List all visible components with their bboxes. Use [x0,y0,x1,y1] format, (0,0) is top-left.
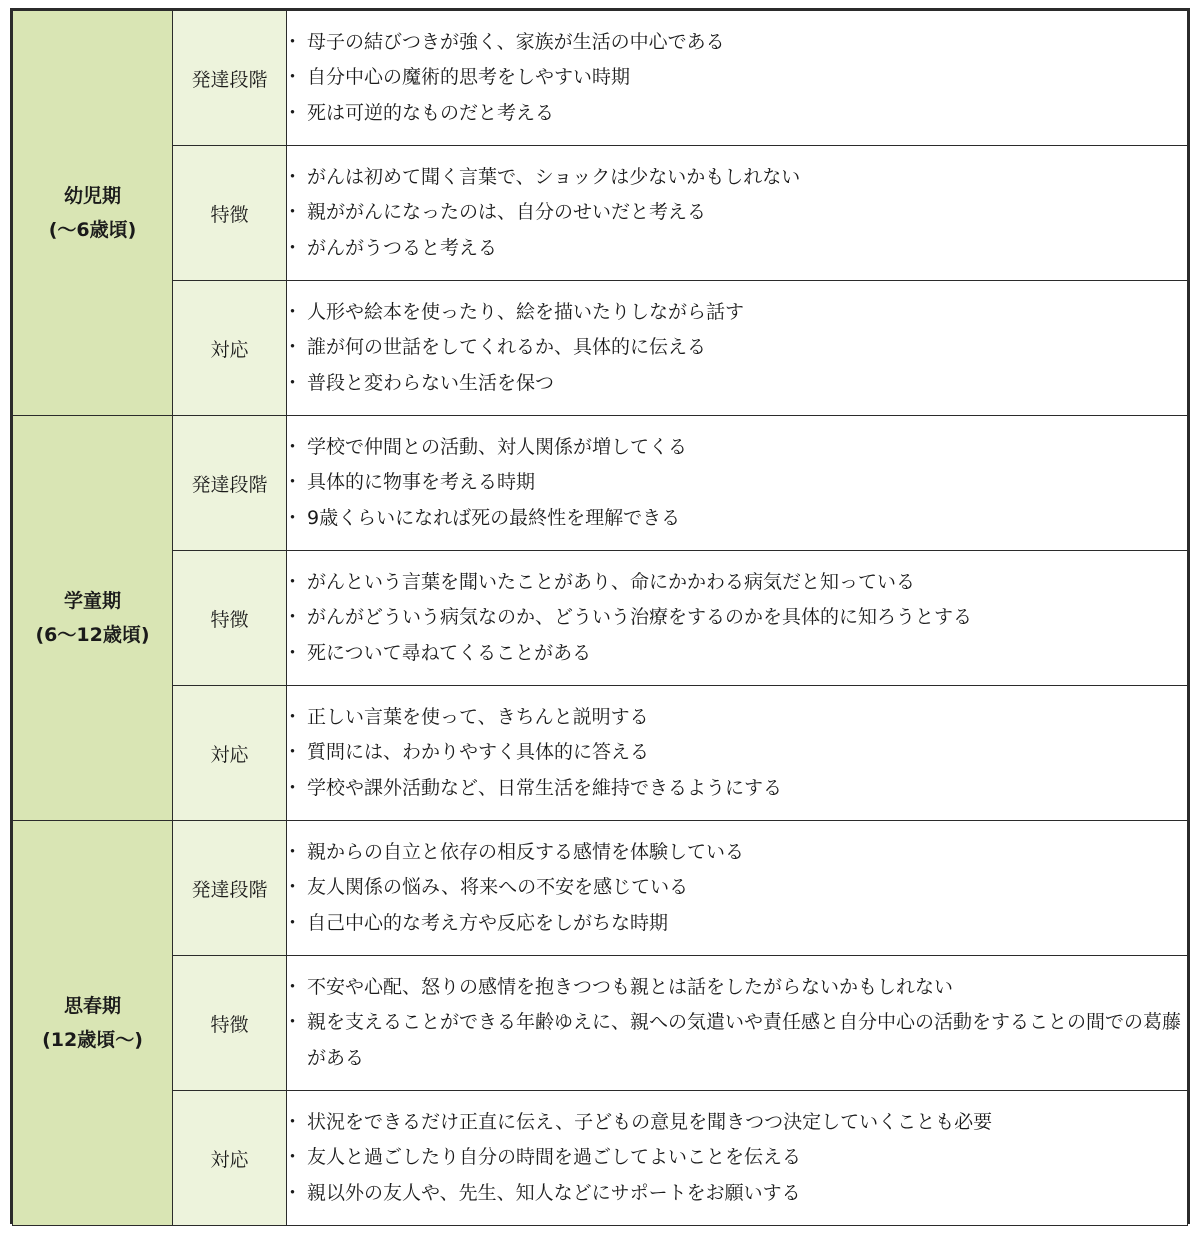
stage-name: 幼児期 [63,185,121,207]
description-cell [287,281,1188,416]
table-body [13,11,1188,1226]
list-item: ・ がんがどういう病気なのか、どういう治療をするのかを具体的に知ろうとする [287,600,1187,636]
aspect-cell: 発達段階 [173,416,287,551]
stage-name: 学童期 [63,590,121,612]
list-item: ・ 状況をできるだけ正直に伝え、子どもの意見を聞きつつ決定していくことも必要 [287,1105,1187,1141]
point-list [287,835,1187,942]
list-item: ・ 親を支えることができる年齢ゆえに、親への気遣いや責任感と自分中心の活動をすることの間での葛藤がある [287,1005,1187,1076]
point-list [287,25,1187,132]
child-guidance-table [10,8,1190,1224]
aspect-cell: 発達段階 [173,11,287,146]
list-item: ・ 自分中心の魔術的思考をしやすい時期 [287,60,1187,96]
stage-age-range: (6〜12歳頃) [35,624,150,646]
table-row [13,1091,1188,1226]
stage-name: 思春期 [63,995,121,1017]
table-row [13,686,1188,821]
description-cell [287,551,1188,686]
aspect-cell: 特徴 [173,146,287,281]
stage-table [12,10,1188,1226]
table-row [13,416,1188,551]
table-row [13,956,1188,1091]
list-item: ・ 具体的に物事を考える時期 [287,465,1187,501]
point-list [287,295,1187,402]
aspect-cell: 対応 [173,281,287,416]
list-item: ・ 学校や課外活動など、日常生活を維持できるようにする [287,771,1187,807]
aspect-cell: 対応 [173,1091,287,1226]
stage-cell-school-age [13,416,173,821]
stage-age-range: (12歳頃〜) [42,1029,143,1051]
stage-cell-infant [13,11,173,416]
point-list [287,1105,1187,1212]
description-cell [287,956,1188,1091]
table-row [13,281,1188,416]
aspect-cell: 発達段階 [173,821,287,956]
point-list [287,700,1187,807]
table-row [13,11,1188,146]
list-item: ・ がんという言葉を聞いたことがあり、命にかかわる病気だと知っている [287,565,1187,601]
point-list [287,160,1187,267]
list-item: ・ 誰が何の世話をしてくれるか、具体的に伝える [287,330,1187,366]
list-item: ・ 死は可逆的なものだと考える [287,96,1187,132]
description-cell [287,146,1188,281]
list-item: ・ 友人関係の悩み、将来への不安を感じている [287,870,1187,906]
stage-cell-adolescent [13,821,173,1226]
list-item: ・ 親ががんになったのは、自分のせいだと考える [287,195,1187,231]
point-list [287,970,1187,1077]
table-row [13,146,1188,281]
list-item: ・ 母子の結びつきが強く、家族が生活の中心である [287,25,1187,61]
aspect-cell: 特徴 [173,551,287,686]
description-cell [287,11,1188,146]
aspect-cell: 対応 [173,686,287,821]
list-item: ・ 正しい言葉を使って、きちんと説明する [287,700,1187,736]
list-item: ・ 自己中心的な考え方や反応をしがちな時期 [287,906,1187,942]
list-item: ・ 普段と変わらない生活を保つ [287,366,1187,402]
table-row [13,821,1188,956]
stage-age-range: (〜6歳頃) [48,219,137,241]
description-cell [287,686,1188,821]
description-cell [287,416,1188,551]
list-item: ・ 人形や絵本を使ったり、絵を描いたりしながら話す [287,295,1187,331]
description-cell [287,821,1188,956]
list-item: ・ 死について尋ねてくることがある [287,636,1187,672]
list-item: ・ 不安や心配、怒りの感情を抱きつつも親とは話をしたがらないかもしれない [287,970,1187,1006]
list-item: ・ 9歳くらいになれば死の最終性を理解できる [287,501,1187,537]
description-cell [287,1091,1188,1226]
list-item: ・ がんは初めて聞く言葉で、ショックは少ないかもしれない [287,160,1187,196]
point-list [287,430,1187,537]
list-item: ・ 質問には、わかりやすく具体的に答える [287,735,1187,771]
point-list [287,565,1187,672]
aspect-cell: 特徴 [173,956,287,1091]
list-item: ・ 学校で仲間との活動、対人関係が増してくる [287,430,1187,466]
list-item: ・ 友人と過ごしたり自分の時間を過ごしてよいことを伝える [287,1140,1187,1176]
table-row [13,551,1188,686]
list-item: ・ 親からの自立と依存の相反する感情を体験している [287,835,1187,871]
list-item: ・ 親以外の友人や、先生、知人などにサポートをお願いする [287,1176,1187,1212]
list-item: ・ がんがうつると考える [287,231,1187,267]
